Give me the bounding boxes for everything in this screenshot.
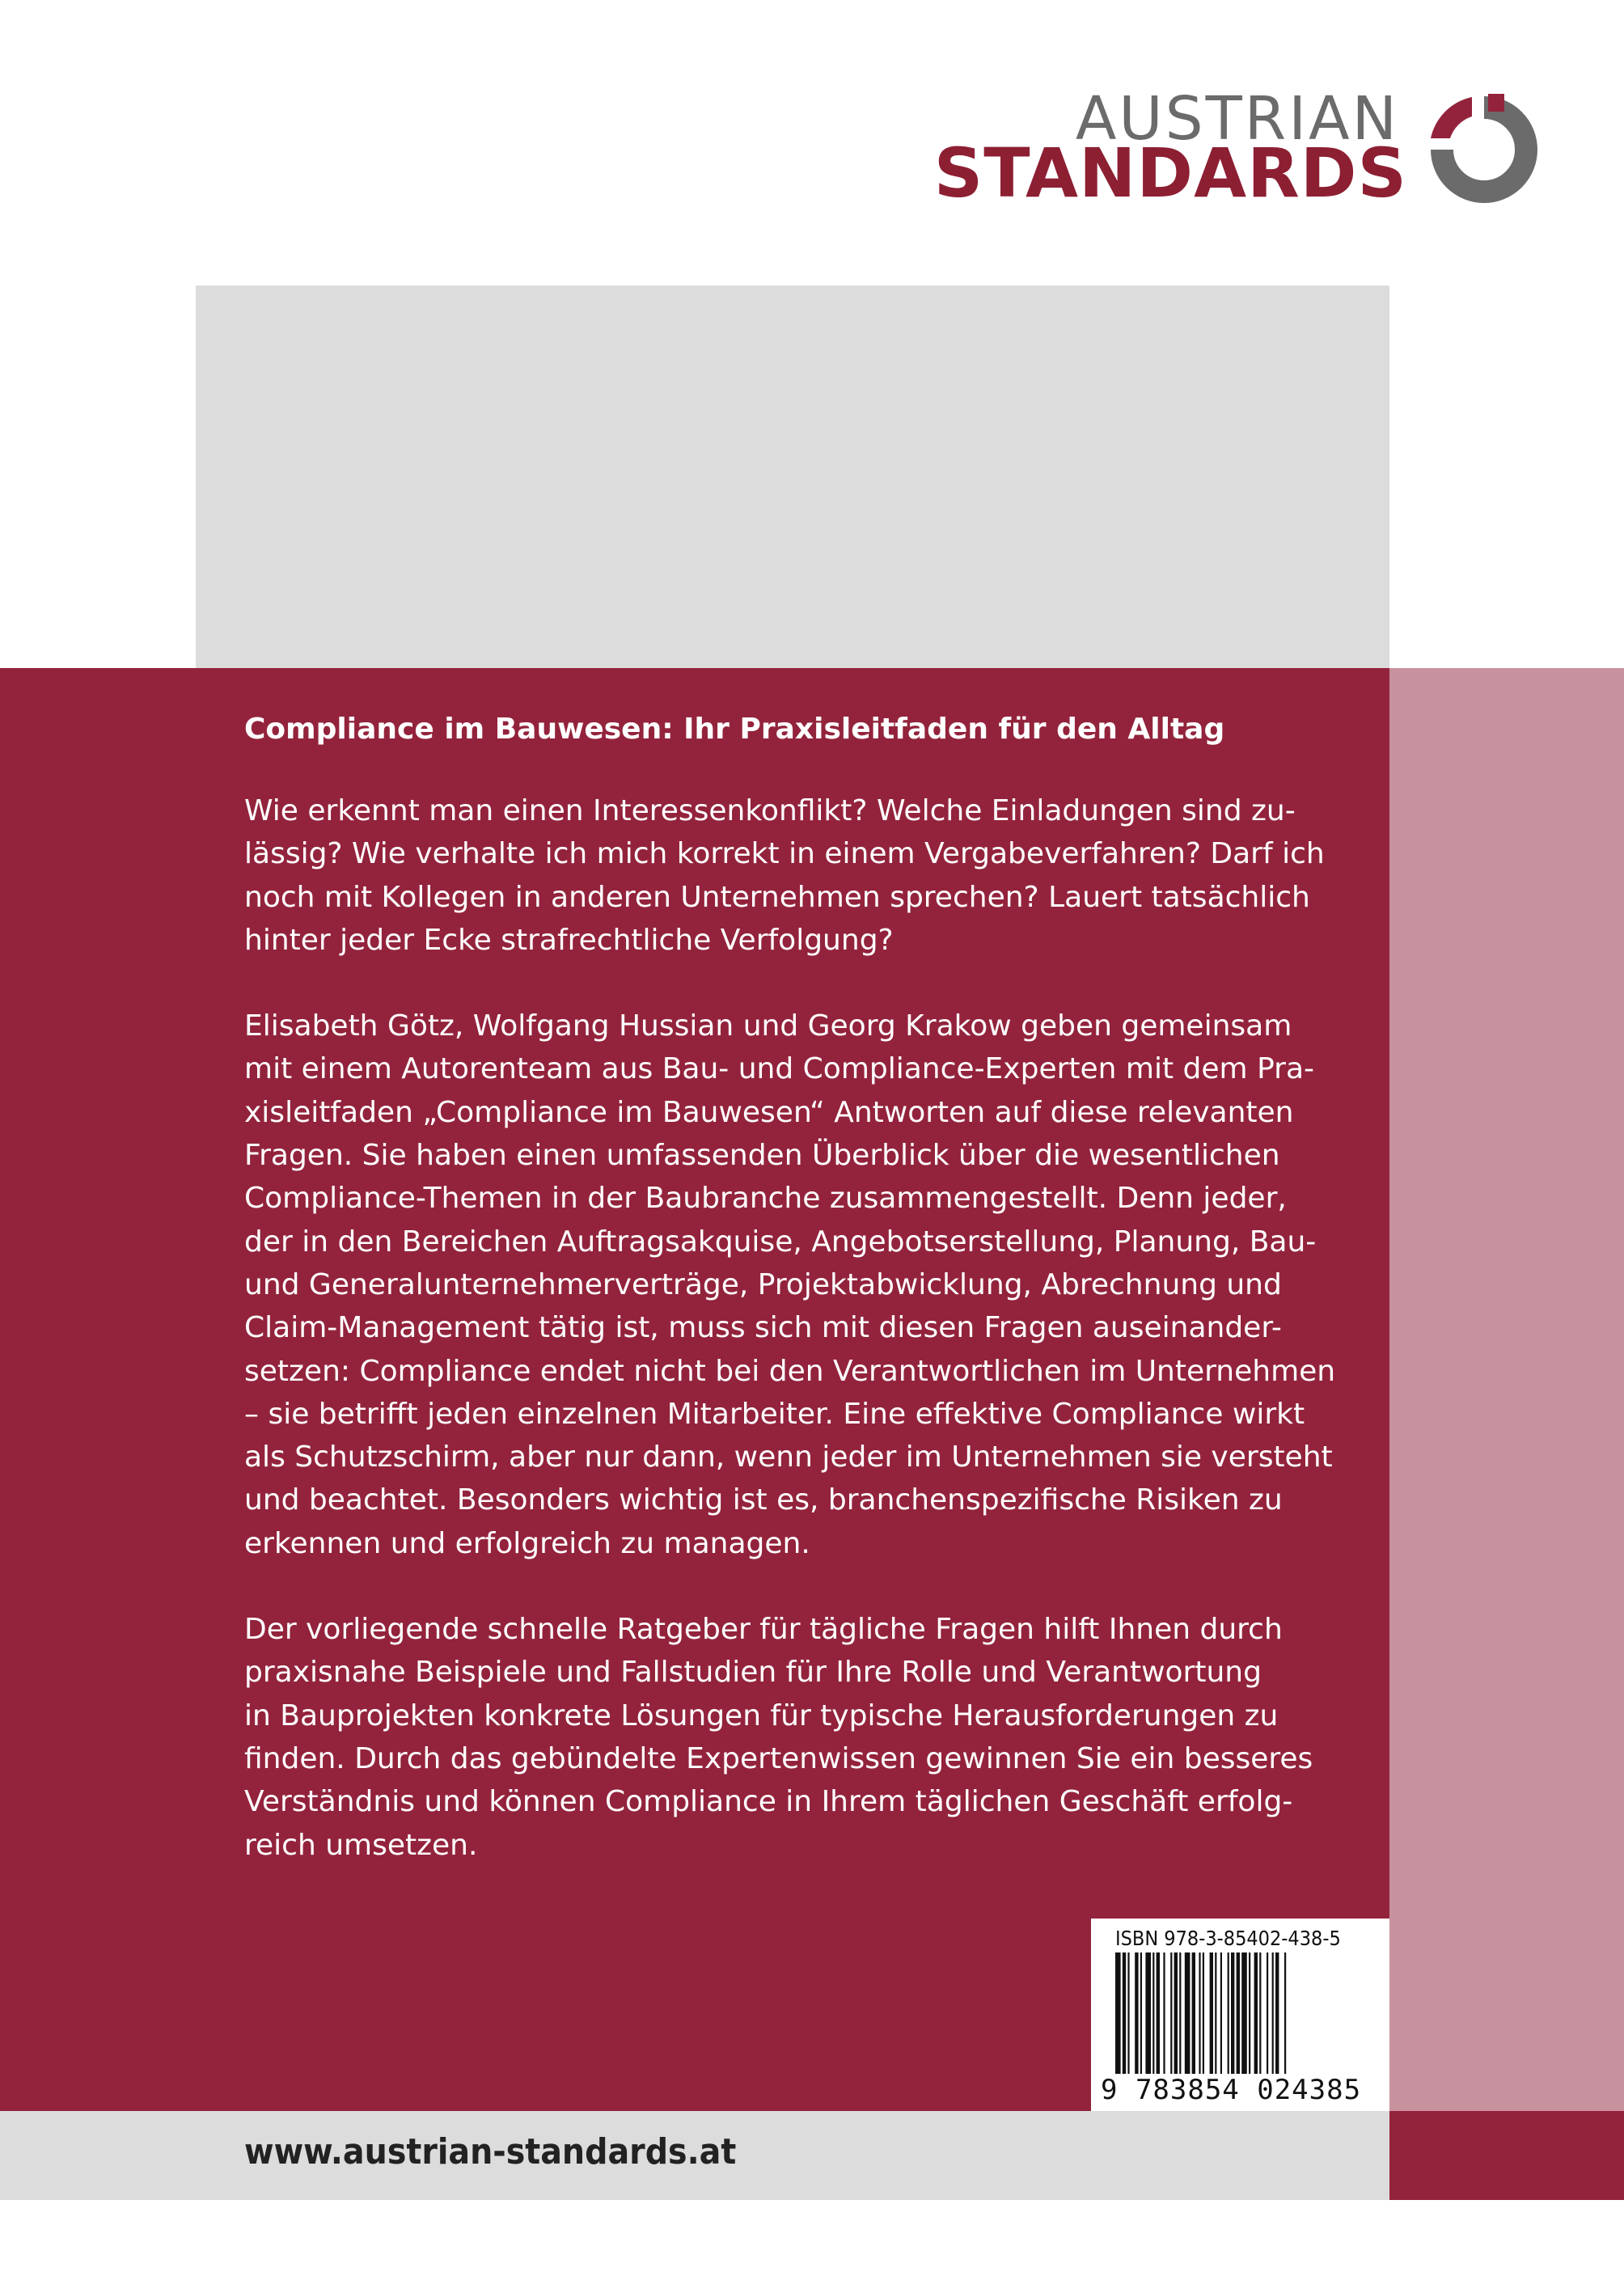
logo-text-top: AUSTRIAN [1075,84,1399,154]
text-line: erkennen und erfolgreich zu managen. [244,1526,810,1560]
text-line: und Generalunternehmerverträge, Projektabwicklung, Abrechnung und [244,1267,1282,1301]
text-line: xisleitfaden „Compliance im Bauwesen“ Antworten auf diese relevanten [244,1095,1294,1129]
text-line: Compliance-Themen in der Baubranche zusammengestellt. Denn jeder, [244,1182,1287,1216]
text-line: noch mit Kollegen in anderen Unternehmen sprechen? Lauert tatsächlich [244,880,1310,914]
paragraph-3 [244,1608,1344,1867]
side-accent-band [1389,668,1624,2111]
text-line: Fragen. Sie haben einen umfassenden Überblick über die wesentlichen [244,1139,1280,1173]
cover-image-area [196,286,1389,668]
barcode-number: 9 783854 024385 [1101,2074,1362,2106]
text-line: Verständnis und können Compliance in Ihrem täglichen Geschäft erfolg- [244,1785,1293,1819]
text-line: in Bauprojekten konkrete Lösungen für typische Herausforderungen zu [244,1699,1279,1732]
isbn-label: ISBN 978-3-85402-438-5 [1115,1927,1341,1950]
text-line: als Schutzschirm, aber nur dann, wenn jeder im Unternehmen sie versteht [244,1441,1333,1474]
text-line: – sie betrifft jeden einzelnen Mitarbeiter. Eine effektive Compliance wirkt [244,1397,1305,1431]
text-line: mit einem Autorenteam aus Bau- und Compliance-Experten mit dem Pra- [244,1052,1314,1086]
text-line: Elisabeth Götz, Wolfgang Hussian und Georg Krakow geben gemeinsam [244,1009,1292,1043]
back-cover-text [244,712,1344,1910]
text-line: der in den Bereichen Auftragsakquise, Angebotserstellung, Planung, Bau- [244,1225,1317,1259]
text-line: Der vorliegende schnelle Ratgeber für tägliche Fragen hilft Ihnen durch [244,1613,1283,1647]
austrian-standards-logo [933,84,1545,213]
headline: Compliance im Bauwesen: Ihr Praxisleitfaden für den Alltag [244,713,1225,746]
text-line: hinter jeder Ecke strafrechtliche Verfolgung? [244,923,894,957]
paragraph-2 [244,1005,1344,1565]
footer-accent-band [1389,2111,1624,2200]
text-line: Claim-Management tätig ist, muss sich mit diesen Fragen auseinander- [244,1311,1282,1345]
text-line: finden. Durch das gebündelte Expertenwissen gewinnen Sie ein besseres [244,1741,1313,1775]
website-url[interactable]: www.austrian-standards.at [244,2131,737,2172]
text-line: und beachtet. Besonders wichtig ist es, branchenspezifische Risiken zu [244,1483,1283,1517]
logo-ring-icon [1423,89,1545,210]
text-line: praxisnahe Beispiele und Fallstudien für Ihre Rolle und Verantwortung [244,1656,1262,1690]
paragraph-1 [244,789,1344,962]
logo-text-bottom: STANDARDS [933,133,1407,213]
isbn-barcode-box [1091,1919,1389,2111]
text-line: setzen: Compliance endet nicht bei den Verantwortlichen im Unternehmen [244,1354,1336,1388]
text-line: Wie erkennt man einen Interessenkonflikt? Welche Einladungen sind zu- [244,794,1296,827]
text-line: lässig? Wie verhalte ich mich korrekt in einem Vergabeverfahren? Darf ich [244,837,1325,871]
text-line: reich umsetzen. [244,1828,478,1862]
